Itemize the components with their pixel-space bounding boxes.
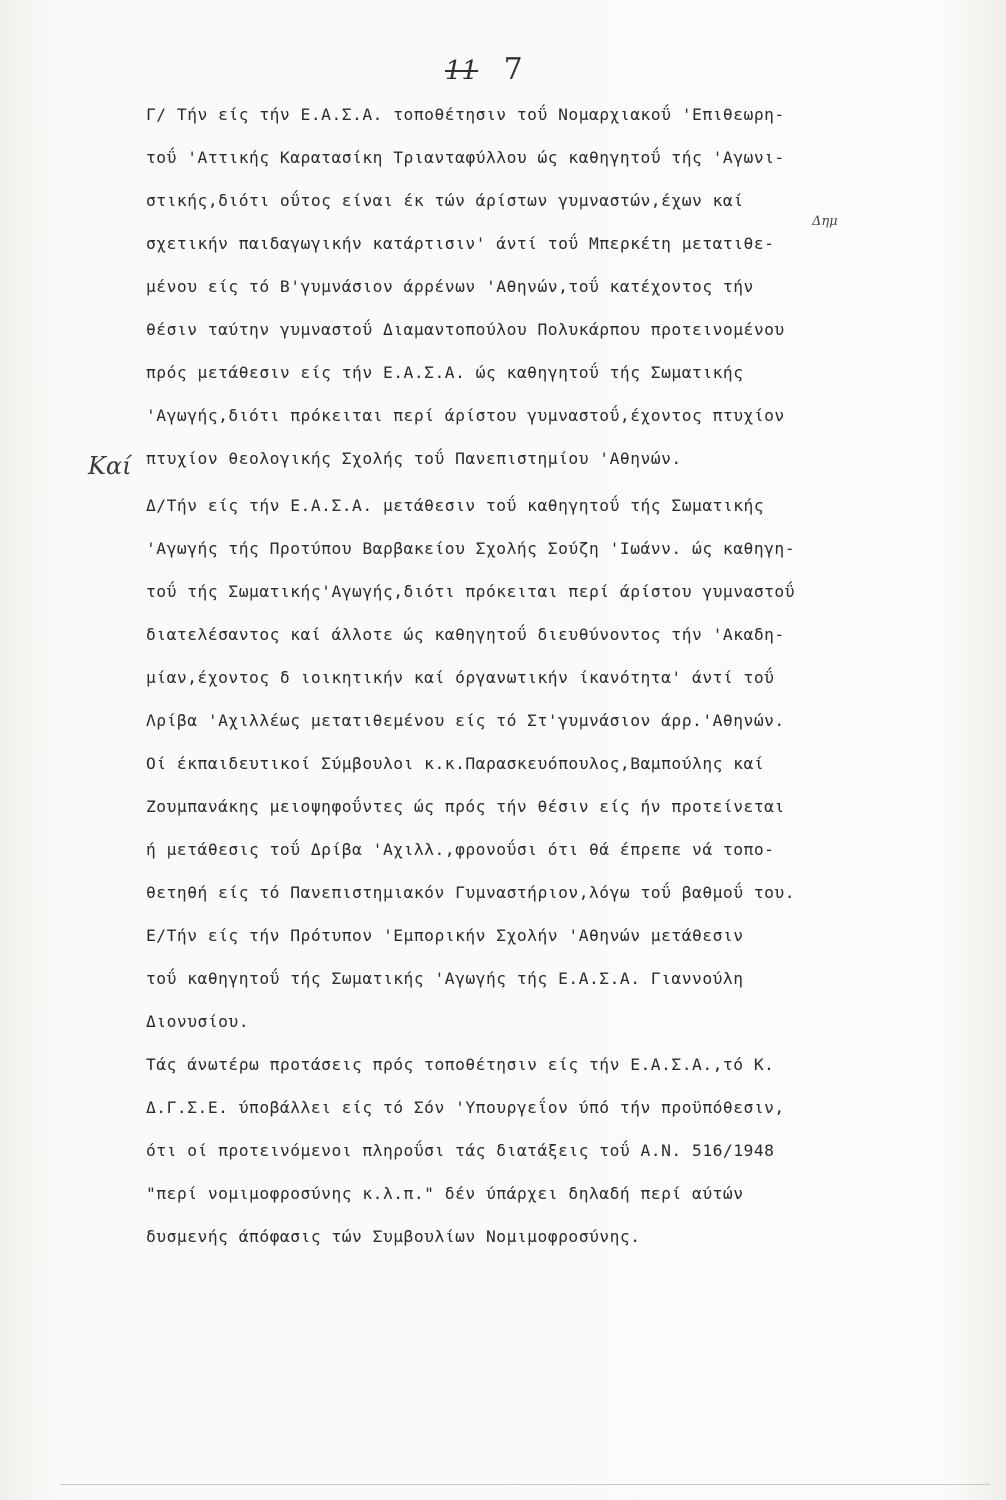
text-line: τοΰ τής Σωματικής'Αγωγής,διότι πρόκειται περί άρίστου γυμναστοΰ: [146, 582, 796, 601]
text-line: σχετικήν παιδαγωγικήν κατάρτισιν' άντί τοΰ Μπερκέτη μετατιθε-: [146, 234, 775, 253]
text-line: "περί νομιμοφροσύνης κ.λ.π." δέν ύπάρχει δηλαδή περί αύτών: [146, 1184, 744, 1203]
text-line: θέσιν ταύτην γυμναστοΰ Διαμαντοπούλου Πολυκάρπου προτεινομένου: [146, 320, 785, 339]
text-line: στικής,διότι οΰτος είναι έκ τών άρίστων γυμναστών,έχων καί: [146, 191, 744, 210]
text-line: 'Αγωγής τής Προτύπου Βαρβακείου Σχολής Σούζη 'Ιωάνν. ώς καθηγη-: [146, 539, 796, 558]
text-line: Οί έκπαιδευτικοί Σύμβουλοι κ.κ.Παρασκευόπουλος,Βαμπούλης καί: [146, 754, 765, 773]
text-line: Γ/ Τήν είς τήν Ε.Α.Σ.Α. τοποθέτησιν τοΰ Νομαρχιακοΰ 'Επιθεωρη-: [146, 105, 785, 124]
text-line: Δ/Τήν είς τήν Ε.Α.Σ.Α. μετάθεσιν τοΰ καθηγητοΰ τής Σωματικής: [146, 496, 765, 515]
text-line: διατελέσαντος καί άλλοτε ώς καθηγητοΰ διευθύνοντος τήν 'Ακαδη-: [146, 625, 785, 644]
text-line: Δ.Γ.Σ.Ε. ύποβάλλει είς τό Σόν 'Υπουργεΐον ύπό τήν προϋπόθεσιν,: [146, 1098, 785, 1117]
text-line: Διονυσίου.: [146, 1012, 250, 1031]
text-line: 'Αγωγής,διότι πρόκειται περί άρίστου γυμναστοΰ,έχοντος πτυχίον: [146, 406, 785, 425]
handwritten-annotation: Δημ: [812, 214, 838, 229]
text-line: μένου είς τό Β'γυμνάσιον άρρένων 'Αθηνών,τοΰ κατέχοντος τήν: [146, 277, 754, 296]
text-line: τοΰ 'Αττικής Καρατασίκη Τριανταφύλλου ώς καθηγητοΰ τής 'Αγωνι-: [146, 148, 785, 167]
text-line: ή μετάθεσις τοΰ Δρίβα 'Αχιλλ.,φρονοΰσι ότι θά έπρεπε νά τοπο-: [146, 840, 775, 859]
struck-page-number: 11: [445, 56, 479, 86]
text-line: ότι οί προτεινόμενοι πληροΰσι τάς διατάξεις τοΰ Α.Ν. 516/1948: [146, 1141, 775, 1160]
text-line: τοΰ καθηγητοΰ τής Σωματικής 'Αγωγής τής Ε.Α.Σ.Α. Γιαννούλη: [146, 969, 744, 988]
bottom-edge-line: [60, 1484, 990, 1485]
margin-handwritten-note: Καί: [88, 452, 132, 480]
text-line: Λρίβα 'Αχιλλέως μετατιθεμένου είς τό Στ'γυμνάσιον άρρ.'Αθηνών.: [146, 711, 785, 730]
text-line: πρός μετάθεσιν είς τήν Ε.Α.Σ.Α. ώς καθηγητοΰ τής Σωματικής: [146, 363, 744, 382]
text-line: μίαν,έχοντος δ ιοικητικήν καί όργανωτικήν ίκανότητα' άντί τοΰ: [146, 668, 775, 687]
text-line: δυσμενής άπόφασις τών Συμβουλίων Νομιμοφροσύνης.: [146, 1227, 641, 1246]
text-line: Τάς άνωτέρω προτάσεις πρός τοποθέτησιν είς τήν Ε.Α.Σ.Α.,τό Κ.: [146, 1055, 775, 1074]
text-line: πτυχίον θεολογικής Σχολής τοΰ Πανεπιστημίου 'Αθηνών.: [146, 449, 682, 468]
current-page-number: 7: [503, 52, 523, 87]
text-line: θετηθή είς τό Πανεπιστημιακόν Γυμναστήριον,λόγω τοΰ βαθμοΰ του.: [146, 883, 796, 902]
text-line: Ζουμπανάκης μειοψηφοΰντες ώς πρός τήν θέσιν είς ήν προτείνεται: [146, 797, 785, 816]
text-line: Ε/Τήν είς τήν Πρότυπον 'Εμπορικήν Σχολήν 'Αθηνών μετάθεσιν: [146, 926, 744, 945]
